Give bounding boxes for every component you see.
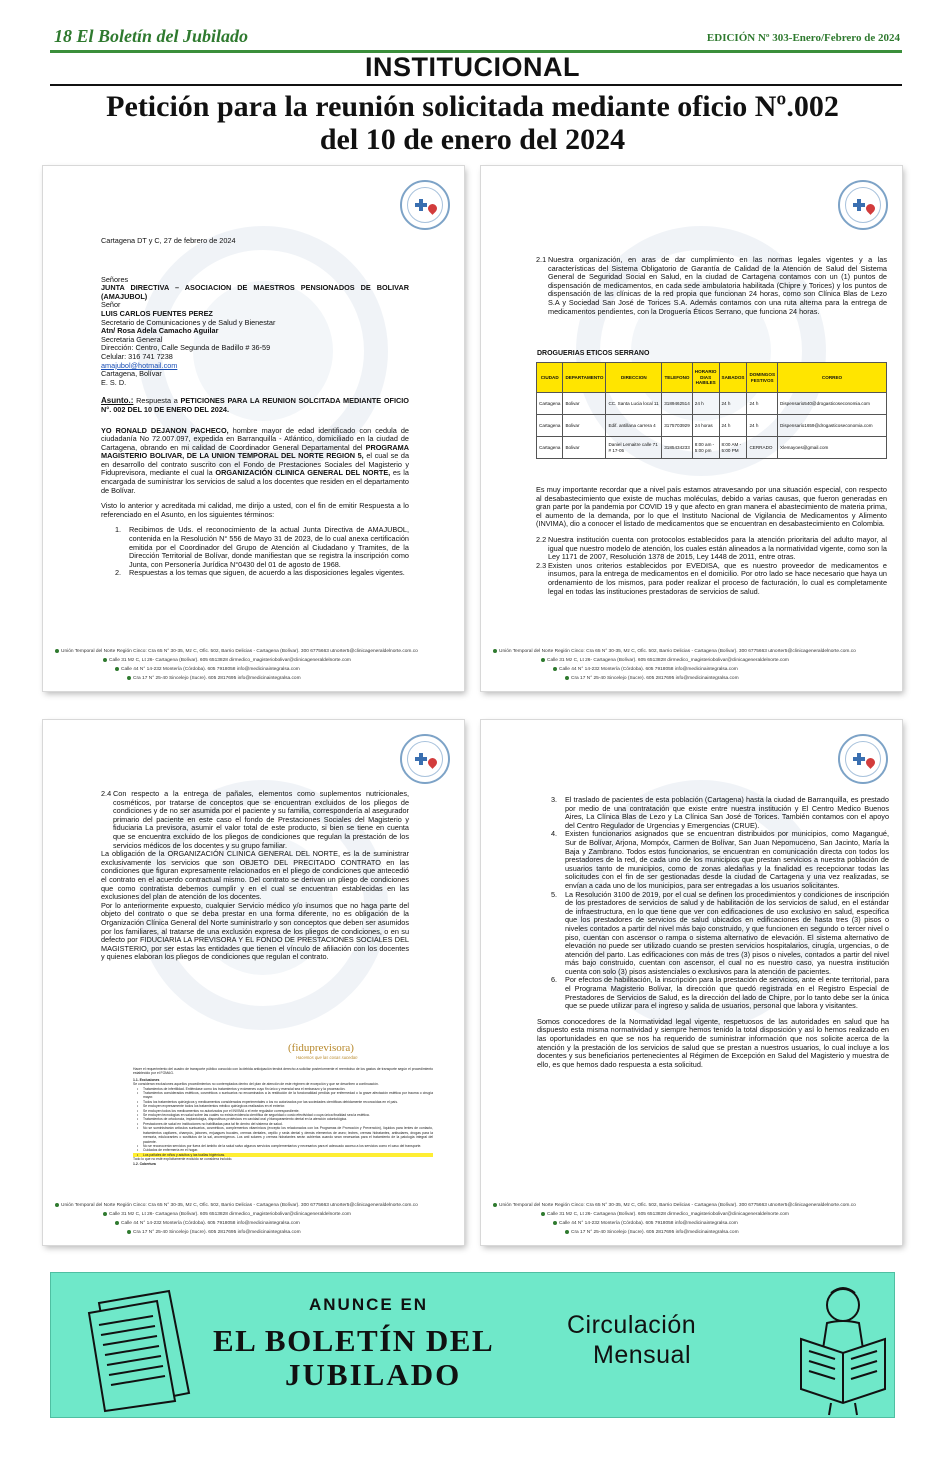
col-header: TELEFONO [662,363,693,393]
list-item: • Todos los tratamientos quirúrgicos y medicamentos considerados experimentales o los no autorizados por las sociedades científicas debidamente reconocidas en el país. [133,1100,433,1104]
article-headline [40,90,905,156]
table-cell: Xlemayoes@gmail.com [778,437,887,459]
union-temporal-logo-icon [838,734,888,784]
table-cell: CERRADO [747,437,778,459]
list-item: • Tratamientos considerados estéticos, cosméticos o suntuarios no encaminados a la restitución de la funcionalidad perdida por enfermedad o la grave afectación estética por trauma o cirugía mayor. [133,1091,433,1100]
ad-circulation-line-1: Circulación [567,1311,697,1339]
footer-address-3: Calle 44 N° 14-232 Montería (Córdoba). 605 7918058 info@medicinaintegralsa.com [121,667,300,672]
footer-address-4: Cra 17 N° 25-40 Sincelejo (Sucre). 605 2817695 info@medicinaintegralsa.com [133,676,301,681]
intro-paragraph [101,427,409,496]
item-text: Existen funcionarios asignados que se encuentran distribuidos por municipios, como Magangué, Sur de Bolívar, Arjona, Mompóx, Carmen de Bolívar, San Juan Nepomuceno, San Jacinto, María la Baja y Zambrano. Todos estos funcionarios, se encuentran en comunicación directa con todos los prestadores de la red, de cada uno de los municipios que prestan servicios a nuestra población de usuarios tanto de municipios, como de zonas aledañas y la finalidad es recepcionar todas las solicitudes con el fin de ser gestionadas desde la ciudad de Cartagena y una vez realizadas, se envían a cada uno de los municipios, para ser entregadas a los usuarios solicitantes. [565,829,889,890]
excerpt-heading: 1.1. Exclusiones [133,1077,160,1082]
list-item: • No se reconocerán servicios por fuera del ámbito de la salud salvo algunos servicios complementarios y necesarios para el adecuado acceso a los servicios como el caso del transporte. [133,1144,433,1148]
item-number: 2.2 [536,534,547,544]
asunto-text: Respuesta a [133,396,181,406]
col-header: HORARIO DIAS HABILES [692,363,719,393]
intro-text-a: hombre mayor de edad identificado con cedula de ciudadanía No 72.007.097, expedida en Barranquilla - Atlántico, domiciliado en la ciudad de Cartagena, obrando en mi calidad de Coordinador General Departamental del [101,425,409,452]
letter-body [537,796,889,1069]
list-item: • Cuidados de enfermería en el hogar. [133,1148,433,1152]
pharmacy-table [536,362,887,459]
footer-address-3: Calle 44 N° 14-232 Montería (Córdoba). 605 7918058 info@medicinaintegralsa.com [559,1221,738,1226]
footer-address-4: Cra 17 N° 25-40 Sincelejo (Sucre). 605 2817695 info@medicinaintegralsa.com [571,1230,739,1235]
col-header: DEPARTAMENTO [563,363,606,393]
table-cell: Bolivar [563,437,606,459]
list-item [536,562,887,596]
table-cell: Cartagena [537,437,563,459]
table-cell: 24 h [747,415,778,437]
excerpt-coverage: 1.2. Cobertura [133,1161,156,1166]
signer-name: YO RONALD DEJANON PACHECO, [101,425,229,435]
list-item: • No se suministrarán artículos suntuarios, cosméticos, complementos vitamínicos (excepto los relacionados con los Programas de Promoción y Prevención), líquidos para lentes de contacto, tratamientos capilares, champús, jabones, enjuagues bucales, cremas dentales, cepillo y seda dental y demás elementos de aseo; leches, cremas hidratantes, antisolares, drogas para la memoria, edulcorantes o sustitutos de la sal, anorexígenos. Los anti solares y cremas hidratantes serán cubiertas cuando sean necesarias para el tratamiento de la patología integral del paciente. [133,1126,433,1144]
footer-address-4: Cra 17 N° 25-40 Sincelejo (Sucre). 605 2817695 info@medicinaintegralsa.com [571,676,739,681]
conclusion-paragraph: Por lo anteriormente expuesto, cualquier Servicio médico y/o insumos que no haga parte del objeto del contrato o que se deba prestar en una forma diferente, no es obligación de la Organización Clínica General del Norte suministrarlo y son conceptos que deben ser asumidos por los familiares, al tratarse de una exclusión expresa de los pliegos de condiciones, o en su defecto por FIDUCIARIA LA PREVISORA Y EL FONDO DE PRESTACIONES SOCIALES DEL MAGISTERIO, por ser estas las entidades que tienen el vínculo de afiliación con los docentes y quienes elaboran los pliegos de condiciones que regulan el contrato. [101,900,409,962]
letter-date: Cartagena DT y C, 27 de febrero de 2024 [101,236,236,245]
item-number: 1. [115,525,122,535]
asunto-label: Asunto.: [101,396,134,406]
item-text: El traslado de pacientes de esta población (Cartagena) hasta la ciudad de Barranquilla, es prestado por medio de una contratación que existe entre nuestra institución y El Centro Medico Buenos Aires, La Clínica Blas de Lezo y La Clínica San José de Torices. También contamos con el apoyo del Centro Regulador de Urgencias y Emergencias (CRUE). [565,795,889,830]
table-row [537,415,887,437]
item-text: Con respecto a la entrega de pañales, elementos como suplementos nutricionales, cosméticos, por tratarse de conceptos que se encuentran excluidos de los pliegos de condiciones y de no ser asumida por el paciente y su familia, correspondería al asegurador primario del paciente en este caso el fondo de Prestaciones Sociales del Magisterio y fiduciaria La previsora, asumir el valor total de este producto, si bien se tiene en cuenta que se encuentra excluido de los pliegos de condiciones que regulan la prestación de los servicios médicos de los docentes y su grupo familiar. [113,789,409,850]
footer-address-1: Unión Temporal del Norte Región Cinco: Cra 65 N° 30-35, Mz C, Ofic. 502, Barrio Delicias - Cartagena (Bolívar). 300 6775663 utnorter5@clinicageneraldelnorte.com.co [61,1203,418,1208]
page-title: 18 El Boletín del Jubilado [54,26,249,46]
asunto [101,397,409,414]
list-item [537,830,889,890]
asunto-subject: PETICIONES PARA LA REUNION SOLCITADA MEDIANTE OFICIO N°. 002 DEL 10 DE ENERO DEL 2024. [101,396,409,414]
table-cell: 24 h [719,415,747,437]
section-2-2-2-3 [536,486,887,596]
section-title: INSTITUCIONAL [365,52,580,82]
list-item: • Prestaciones de salud en instituciones no habilitadas para tal fin dentro del sistema de salud. [133,1122,433,1126]
section-divider [50,84,902,86]
col-header: CORREO [778,363,887,393]
col-header: CIUDAD [537,363,563,393]
union-temporal-logo-icon [400,734,450,784]
list-item [537,796,889,830]
shortage-paragraph: Es muy importante recordar que a nivel país estamos atravesando por una situación especial, con respecto al desabastecimiento que existe de muchas moléculas, debido a varias causas, que fueron generadas en gran parte por la pandemia por COVID 19 y que afecto en gran manera el abastecimiento de materia prima, el aumento de la demanda, por lo que el Instituto Nacional de Vigilancia de Medicamentos y Alimento (INVIMA), dio a conocer el listado de medicamentos que se encuentran en desabastecimiento en Colombia. [536,485,887,529]
footer-address-1: Unión Temporal del Norte Región Cinco: Cra 65 N° 30-35, Mz C, Ofic. 502, Barrio Delicias - Cartagena (Bolívar). 300 6775663 utnorter5@clinicageneraldelnorte.com.co [499,1203,856,1208]
table-cell: CC. Santa Lucia local 11 [606,393,662,415]
letter-footer [55,647,455,683]
table-cell: Edif. antillana carrera 4 [606,415,662,437]
table-cell: Bolivar [563,393,606,415]
letter-page-1 [43,166,464,691]
list-item: • Se excluyen expresamente todos los tratamientos médico quirúrgicos realizados en el exterior. [133,1104,433,1108]
obligation-paragraph: La obligación de la ORGANIZACIÓN CLINICA GENERAL DEL NORTE, es la de suministrar exclusivamente los servicios que son OBJETO DEL PRECITADO CONTRATO en las condiciones que figuran expresamente relacionados en el pliego de condiciones que antecedió el contrato en el acuerdo contractual mismo. Del contrato se derivan un pliego de condiciones que como contratista debemos cumplir y en el cual se encuentran establecidas en las exclusiones del plan de atención de los docentes. [101,849,409,902]
excerpt-closing: Todo lo que no esté explícitamente excluido se considera incluido. [133,1157,233,1162]
item-text: Recibimos de Uds. el reconocimiento de la actual Junta Directiva de AMAJUBOL, contenida en la Resolución N° 556 de Mayo 31 de 2023, de lo cual anexa certificación emitida por el Coordinador del Grupo de Atención al Ciudadano y Tramites, de la Dirección Territorial de Bolívar, donde manifiestan que se registra la inscripción como Junta, con Personería Jurídica N°0430 del 01 de agosto de 1968. [129,525,409,569]
excerpt-intro: Hacer el requerimiento del cuadro de transporte público conocido con la debida anticipación tendrá derecho a solicitar posteriormente el reembolso de los gastos de transporte según el procedimiento establecido por el FOMAG. [133,1067,433,1076]
item-text: La Resolución 3100 de 2019, por el cual se definen los procedimientos y condiciones de inscripción de los prestadores de servicios de salud y de habilitación de los servicios de salud, en el estándar de infraestructura, en lo que tiene que ver con edificaciones de uso exclusivo en salud, especifica que los prestadores de servicios de salud ubicados en edificaciones de hasta tres (3) pisos o niveles contados a partir del nivel más bajo construido, y que funcionen en segundo o tercer nivel o piso, cuentan con ascensor o rampa o sistema alternativo de elevación. El sistema alternativo de elevación no puede ser utilizado cuando se presten servicios hospitalarios, cirugía, urgencias, o de atención del parto. Las edificaciones con más de tres (3) pisos o niveles, contados a partir del nivel más bajo construido, cuentan con ascensor, el cual no es nuestro caso, ya nuestra institución cuenta con solo (3) pisos asistenciales o exclusivos para la atención de pacientes. [565,889,889,976]
footer-address-4: Cra 17 N° 25-40 Sincelejo (Sucre). 605 2817695 info@medicinaintegralsa.com [133,1230,301,1235]
table-cell: 24 h [692,393,719,415]
secretary-label: Secretaria General [101,334,163,344]
visto-paragraph: Visto lo anterior y acreditada mi calidad, me dirijo a usted, con el fin de emitir Respuesta a lo referenciado en el Asunto, en los siguientes términos: [101,501,409,519]
union-temporal-logo-icon [400,180,450,230]
headline-line-2: del 10 de enero del 2024 [319,123,626,156]
table-cell: 8:00 AM - 5:00 PM [719,437,747,459]
item-number: 4. [551,829,558,839]
table-title: DROGUERIAS ETICOS SERRANO [537,350,650,357]
footer-address-2: Calle 31 Mz C, Lt 26- Cartagena (Bolívar). 605 6513828 dirmedico_magisteriobolivar@clinicageneraldelnorte.com [547,1212,789,1217]
attention-line: Atn/ Rosa Adela Camacho Aguilar [101,326,219,336]
letter-footer [493,647,893,683]
item-number: 2.4 [101,789,112,798]
footer-address-1: Unión Temporal del Norte Región Cinco: Cra 65 N° 30-35, Mz C, Ofic. 502, Barrio Delicias - Cartagena (Bolívar). 300 6775663 utnorter5@clinicageneraldelnorte.com.co [61,649,418,654]
item-number: 5. [551,889,558,899]
list-item [536,536,887,562]
recipient-name: LUIS CARLOS FUENTES PEREZ [101,308,213,318]
letter-footer [55,1201,455,1237]
item-number: 2. [115,568,122,578]
list-item: • Se excluyen todos los medicamentos no autorizados por el INVIMA o el ente regulador correspondiente. [133,1109,433,1113]
ad-circulation-line-2: Mensual [593,1341,691,1369]
table-cell: Dispensario540@drogasticoseconomia.com [778,393,887,415]
table-cell: 8:00 am - 5:00 pm [692,437,719,459]
letter-body [101,237,409,578]
list-item [101,790,409,850]
phone-line: Celular: 316 741 7238 [101,351,173,361]
list-item [101,526,409,569]
fiduprevisora-logo: (fiduprevisora) [288,1042,354,1054]
section-2-1 [536,256,887,316]
letter-page-2 [481,166,902,691]
col-header: DOMINGOS FESTIVOS [747,363,778,393]
table-cell: Dispensario1659@drogasticoseconomia.com [778,415,887,437]
item-number: 2.3 [536,560,547,570]
item-number: 3. [551,795,558,804]
address-line: Dirección: Centro, Calle Segunda de Badillo # 36-59 [101,343,271,353]
footer-address-2: Calle 31 Mz C, Lt 26- Cartagena (Bolívar). 605 6513828 dirmedico_magisteriobolivar@clinicageneraldelnorte.com [109,658,351,663]
excerpt-sub: Se consideran exclusiones aquellos procedimientos no contemplados dentro del plan de atención de este régimen de excepción y que se describen a continuación. [133,1082,379,1087]
program-name: PROGRAMA MAGISTERIO BOLIVAR, DE LA UNION TEMPORAL DEL NORTE REGION 5, [101,442,409,461]
recipient-role: Secretario de Comunicaciones y de Salud y Bienestar [101,317,276,327]
col-header: SABADOS [719,363,747,393]
item-text: Respuestas a los temas que siguen, de acuerdo a las disposiciones legales vigentes. [129,568,405,578]
footer-address-2: Calle 31 Mz C, Lt 26- Cartagena (Bolívar). 605 6513828 dirmedico_magisteriobolivar@clinicageneraldelnorte.com [547,658,789,663]
list-item: • Tratamientos de ortodoncia, implantología, dispositivos protésicos en cavidad oral y blanqueamiento dental en la atención odontológica. [133,1117,433,1121]
greeting: Señores [101,274,129,284]
item-text: Nuestra organización, en aras de dar cumplimiento en las normas legales vigentes y a las características del Sistema Obligatorio de Garantía de Calidad de la Atención de Salud del Sistema General de Seguridad Social en Salud, en la ciudad de Cartagena contamos con un (1) puntos de dispensación de medicamentos, en cada sede ambulatoria habilitada (Chipre y Torices) y los puntos de dispensación de las clínicas de la red propia que funcionan 24 horas, como son Clínica Blas de Lezo S.A y Sociedad San José de Torices S.A. Además contamos con una ruta alterna para la entrega de medicamentos pendientes, con la Droguería Éticos Serrano, que funciona 24 horas. [548,255,887,316]
intro-text-b: el cual se da en desarrollo del contrato suscrito con el Fondo de Prestaciones Sociales del Magisterio y Fiduprevisora, mediante el cual la [101,451,409,478]
city-line: Cartagena, Bolívar [101,369,162,379]
table-cell: 24 h [747,393,778,415]
list-item [536,256,887,316]
item-text: Nuestra institución cuenta con protocolos establecidos para la atención prioritaria del adulto mayor, al igual que nuestro modelo de atención, los cuales están alineados a la normatividad vigente, como son la Ley 1171 de 2007, Resolución 1378 de 2015, Ley 1448 de 2011, entre otras. [548,534,887,562]
list-item [537,976,889,1010]
table-cell: Cartagena [537,393,563,415]
item-number: 2.1 [536,255,547,264]
list-item: • Se excluyen tecnologías en salud sobre las cuales no exista evidencia científica de seguridad o costo efectividad o cuya única finalidad sea la estética. [133,1113,433,1117]
table-cell: 3175703929 [662,415,693,437]
union-temporal-logo-icon [838,180,888,230]
table-cell: Bolivar [563,415,606,437]
recipient-junta: JUNTA DIRECTIVA – ASOCIACION DE MAESTROS PENSIONADOS DE BOLIVAR (AMAJUBOL) [101,283,409,301]
ad-title-line-2: JUBILADO [285,1357,462,1392]
col-header: DIRECCION [606,363,662,393]
footer-address-3: Calle 44 N° 14-232 Montería (Córdoba). 605 7918058 info@medicinaintegralsa.com [559,667,738,672]
masthead [50,26,902,48]
table-row [537,393,887,415]
item-number: 6. [551,975,558,985]
fiduprevisora-tagline: Hacemos que las cosas sucedan [296,1055,358,1060]
table-cell: 3189462514 [662,393,693,415]
list-item [101,569,409,578]
table-cell: 3185434233 [662,437,693,459]
intro-text-c: es la encargada de suministrar los servicios de salud a los docentes que residen en el departamento de Bolívar. [101,468,409,495]
table-cell: 24 h [719,393,747,415]
footer-address-2: Calle 31 Mz C, Lt 26- Cartagena (Bolívar). 605 6513828 dirmedico_magisteriobolivar@clinicageneraldelnorte.com [109,1212,351,1217]
advertisement-banner[interactable] [50,1272,895,1418]
exclusions-excerpt [133,1067,433,1166]
section-2-4 [101,790,409,962]
footer-address-3: Calle 44 N° 14-232 Montería (Córdoba). 605 7918058 info@medicinaintegralsa.com [121,1221,300,1226]
letter-footer [493,1201,893,1237]
table-row [537,437,887,459]
table-cell: Daniel Lemaitre calle 71 # 17-05 [606,437,662,459]
closing-paragraph: Somos conocedores de la Normatividad legal vigente, respetuosos de las autoridades en salud que ha dispuesto esta misma normatividad y siempre hemos tenido la total disposición y así lo hemos realizado en las oportunidades en que se nos ha requerido de suministrar información que nos solicite acerca de la atención y la prestación de los servicios de salud que se prestan a nuestros usuarios, lo cual incluye a los docentes y sus beneficiarios pertenecientes al Régimen de Excepción en Salud del Magisterio y muestra de ello, es que hemos dado respuesta a esta solicitud. [537,1016,889,1069]
ad-kicker: ANUNCE EN [309,1295,429,1314]
table-header-row [537,363,887,393]
newspaper-icon [69,1283,209,1413]
letter-page-3 [43,720,464,1245]
email-link[interactable]: amajubol@hotmail.com [101,360,178,370]
item-text: Existen unos criterios establecidos por EVEDISA, que es nuestro proveedor de medicamentos e insumos, para la entrega de medicamentos en el domicilio. Por otro lado se hace necesario que haya un ordenamiento de los mismos, para poder realizar el proceso de facturación, lo cual es completamente legal en todas las instituciones prestadoras de servicios de salud. [548,560,887,596]
table-cell: 24 horas [692,415,719,437]
senor-label: Señor [101,300,121,310]
organization-name: ORGANIZACIÓN CLINICA GENERAL DEL NORTE, [215,468,391,478]
exclusions-list [133,1087,433,1158]
footer-address-1: Unión Temporal del Norte Región Cinco: Cra 65 N° 30-35, Mz C, Ofic. 502, Barrio Delicias - Cartagena (Bolívar). 300 6775663 utnorter5@clinicageneraldelnorte.com.co [499,649,856,654]
table-cell: Cartagena [537,415,563,437]
list-item: • Tratamientos de infertilidad. Entiéndase como los tratamientos y exámenes cuyo fin único y esencial sea el embarazo y la procreación. [133,1087,433,1091]
edition-label: EDICIÓN Nº 303-Enero/Febrero de 2024 [706,32,900,44]
reader-icon [791,1279,891,1417]
highlighted-item: • Los pañales de niños y adultos y las toallas higiénicas. [133,1153,433,1157]
item-text: Por efectos de habilitación, la inscripción para la prestación de servicios, ante el ente territorial, para el Programa Magisterio Bolívar, la dirección que quedó registrada en el Registro Especial de Prestadores de Servicios de Salud, es la dirección del lado de Chipre, por lo tanto debe ser la única que se puede utilizar para el ingreso y salida de usuarios, personal que labora y visitantes. [565,975,889,1011]
letter-page-4 [481,720,902,1245]
esd-line: E. S. D. [101,377,127,387]
ad-title-line-1: EL BOLETÍN DEL [213,1323,495,1358]
headline-line-1: Petición para la reunión solicitada mediante oficio Nº.002 [106,90,839,123]
list-item [537,891,889,977]
